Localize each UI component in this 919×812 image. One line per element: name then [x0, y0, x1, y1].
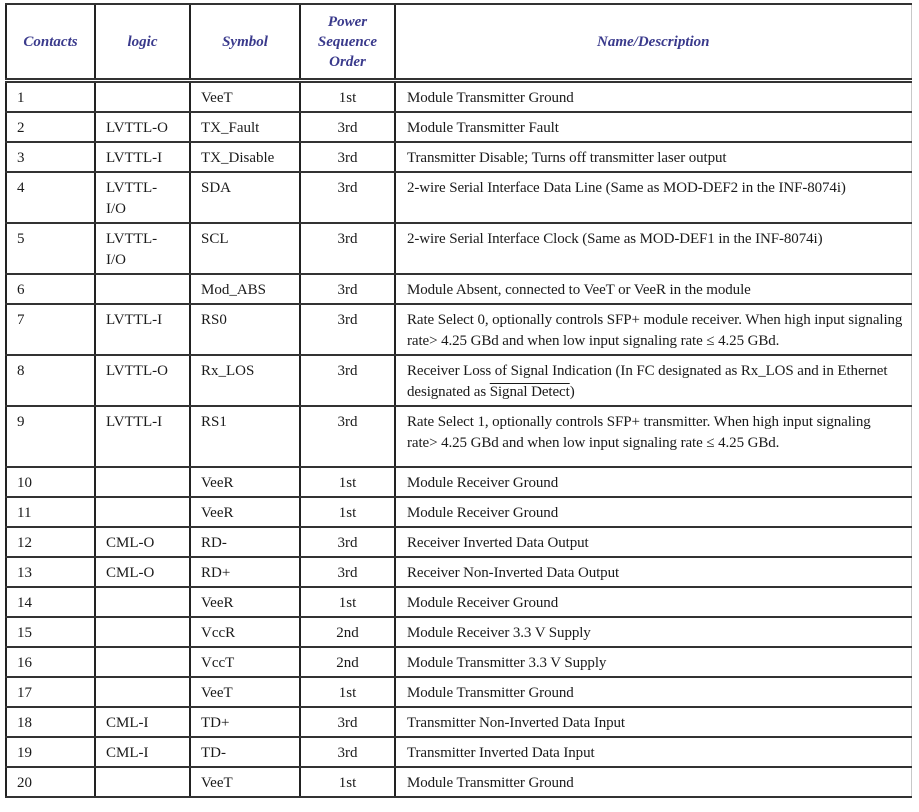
table-row [6, 737, 911, 767]
pin-definition-table [5, 3, 912, 798]
table-row [6, 112, 911, 142]
cell-order: 3rd [300, 557, 395, 587]
cell-symbol: VeeT [190, 81, 300, 113]
cell-description: Module Receiver Ground [395, 587, 911, 617]
table-row [6, 274, 911, 304]
cell-order: 3rd [300, 172, 395, 223]
cell-order: 3rd [300, 737, 395, 767]
cell-order: 3rd [300, 223, 395, 274]
cell-symbol: Rx_LOS [190, 355, 300, 406]
cell-order: 1st [300, 677, 395, 707]
cell-logic: CML-O [95, 557, 190, 587]
cell-description: 2-wire Serial Interface Data Line (Same as MOD-DEF2 in the INF-8074i) [395, 172, 911, 223]
cell-contact: 10 [6, 467, 95, 497]
header-description: Name/Description [395, 4, 911, 81]
cell-logic [95, 81, 190, 113]
cell-logic [95, 767, 190, 797]
cell-logic: LVTTL-O [95, 112, 190, 142]
cell-order: 3rd [300, 355, 395, 406]
table-row [6, 497, 911, 527]
cell-description: Module Receiver 3.3 V Supply [395, 617, 911, 647]
cell-order: 1st [300, 81, 395, 113]
cell-logic [95, 497, 190, 527]
cell-contact: 5 [6, 223, 95, 274]
cell-logic: LVTTL-I [95, 142, 190, 172]
cell-symbol: RD- [190, 527, 300, 557]
cell-symbol: RS0 [190, 304, 300, 355]
table-row [6, 467, 911, 497]
cell-symbol: VeeR [190, 587, 300, 617]
header-order-line3: Order [329, 53, 366, 70]
description-text: Receiver Loss of Signal Indication (In FC designated as Rx_LOS and in Ethernet designated as [407, 363, 888, 400]
table-row [6, 707, 911, 737]
table-row [6, 172, 911, 223]
cell-description: Receiver Non-Inverted Data Output [395, 557, 911, 587]
cell-order: 1st [300, 467, 395, 497]
cell-description: Module Transmitter Fault [395, 112, 911, 142]
cell-description: Transmitter Non-Inverted Data Input [395, 707, 911, 737]
cell-order: 3rd [300, 304, 395, 355]
header-order-line2: Sequence [317, 33, 378, 50]
cell-symbol: RD+ [190, 557, 300, 587]
header-order-line1: Power [327, 13, 368, 30]
cell-description: Rate Select 1, optionally controls SFP+ transmitter. When high input signaling rate> 4.25 GBd and when low input signaling rate ≤ 4.25 GBd. [395, 406, 911, 467]
table-row [6, 767, 911, 797]
cell-logic [95, 617, 190, 647]
cell-order: 3rd [300, 527, 395, 557]
signal-detect-overline-text: Signal Detect [489, 384, 570, 400]
cell-contact: 13 [6, 557, 95, 587]
cell-logic [95, 274, 190, 304]
cell-description: Module Transmitter 3.3 V Supply [395, 647, 911, 677]
cell-symbol: TX_Disable [190, 142, 300, 172]
cell-contact: 2 [6, 112, 95, 142]
cell-logic: LVTTL-I [95, 304, 190, 355]
table-row [6, 355, 911, 406]
cell-contact: 18 [6, 707, 95, 737]
table-row [6, 677, 911, 707]
cell-description: Receiver Inverted Data Output [395, 527, 911, 557]
cell-contact: 11 [6, 497, 95, 527]
cell-contact: 4 [6, 172, 95, 223]
cell-order: 1st [300, 767, 395, 797]
cell-contact: 3 [6, 142, 95, 172]
cell-contact: 9 [6, 406, 95, 467]
table-row [6, 527, 911, 557]
cell-order: 3rd [300, 274, 395, 304]
cell-order: 3rd [300, 406, 395, 467]
cell-description: Module Transmitter Ground [395, 81, 911, 113]
table-row [6, 617, 911, 647]
cell-symbol: VccR [190, 617, 300, 647]
cell-symbol: TX_Fault [190, 112, 300, 142]
table-row [6, 304, 911, 355]
cell-description: Module Receiver Ground [395, 497, 911, 527]
table-row [6, 557, 911, 587]
cell-contact: 6 [6, 274, 95, 304]
cell-logic [95, 587, 190, 617]
cell-contact: 7 [6, 304, 95, 355]
table-row [6, 81, 911, 113]
cell-logic: LVTTL-I/O [95, 223, 190, 274]
cell-order: 1st [300, 587, 395, 617]
table-row [6, 587, 911, 617]
cell-contact: 12 [6, 527, 95, 557]
cell-order: 3rd [300, 142, 395, 172]
description-text-end: ) [569, 384, 575, 400]
cell-symbol: TD+ [190, 707, 300, 737]
cell-description: Module Transmitter Ground [395, 767, 911, 797]
header-contacts: Contacts [6, 4, 95, 81]
cell-contact: 19 [6, 737, 95, 767]
cell-logic: CML-I [95, 707, 190, 737]
table-row [6, 647, 911, 677]
cell-symbol: VeeT [190, 677, 300, 707]
cell-symbol: SDA [190, 172, 300, 223]
cell-contact: 1 [6, 81, 95, 113]
cell-symbol: VeeR [190, 497, 300, 527]
cell-order: 1st [300, 497, 395, 527]
table-row [6, 223, 911, 274]
cell-contact: 20 [6, 767, 95, 797]
cell-order: 2nd [300, 647, 395, 677]
cell-logic: LVTTL-O [95, 355, 190, 406]
cell-logic [95, 677, 190, 707]
cell-contact: 16 [6, 647, 95, 677]
header-power-sequence-order [300, 4, 395, 81]
cell-description: Transmitter Inverted Data Input [395, 737, 911, 767]
cell-contact: 14 [6, 587, 95, 617]
cell-symbol: VccT [190, 647, 300, 677]
cell-description: Module Receiver Ground [395, 467, 911, 497]
header-symbol: Symbol [190, 4, 300, 81]
cell-description: Module Absent, connected to VeeT or VeeR in the module [395, 274, 911, 304]
cell-description: Transmitter Disable; Turns off transmitter laser output [395, 142, 911, 172]
cell-description: Module Transmitter Ground [395, 677, 911, 707]
table-row [6, 142, 911, 172]
table-row [6, 406, 911, 467]
cell-order: 2nd [300, 617, 395, 647]
cell-logic [95, 467, 190, 497]
cell-logic: LVTTL-I/O [95, 172, 190, 223]
cell-symbol: VeeR [190, 467, 300, 497]
cell-description: 2-wire Serial Interface Clock (Same as MOD-DEF1 in the INF-8074i) [395, 223, 911, 274]
cell-logic: CML-I [95, 737, 190, 767]
cell-order: 3rd [300, 707, 395, 737]
cell-contact: 8 [6, 355, 95, 406]
cell-contact: 15 [6, 617, 95, 647]
cell-order: 3rd [300, 112, 395, 142]
cell-symbol: VeeT [190, 767, 300, 797]
cell-symbol: Mod_ABS [190, 274, 300, 304]
header-logic: logic [95, 4, 190, 81]
cell-description: Rate Select 0, optionally controls SFP+ module receiver. When high input signaling rate> 4.25 GBd and when low input signaling rate ≤ 4.25 GBd. [395, 304, 911, 355]
cell-logic [95, 647, 190, 677]
cell-description [395, 355, 911, 406]
cell-logic: LVTTL-I [95, 406, 190, 467]
cell-symbol: TD- [190, 737, 300, 767]
cell-symbol: RS1 [190, 406, 300, 467]
table-header-row [6, 4, 911, 81]
cell-symbol: SCL [190, 223, 300, 274]
cell-contact: 17 [6, 677, 95, 707]
cell-logic: CML-O [95, 527, 190, 557]
